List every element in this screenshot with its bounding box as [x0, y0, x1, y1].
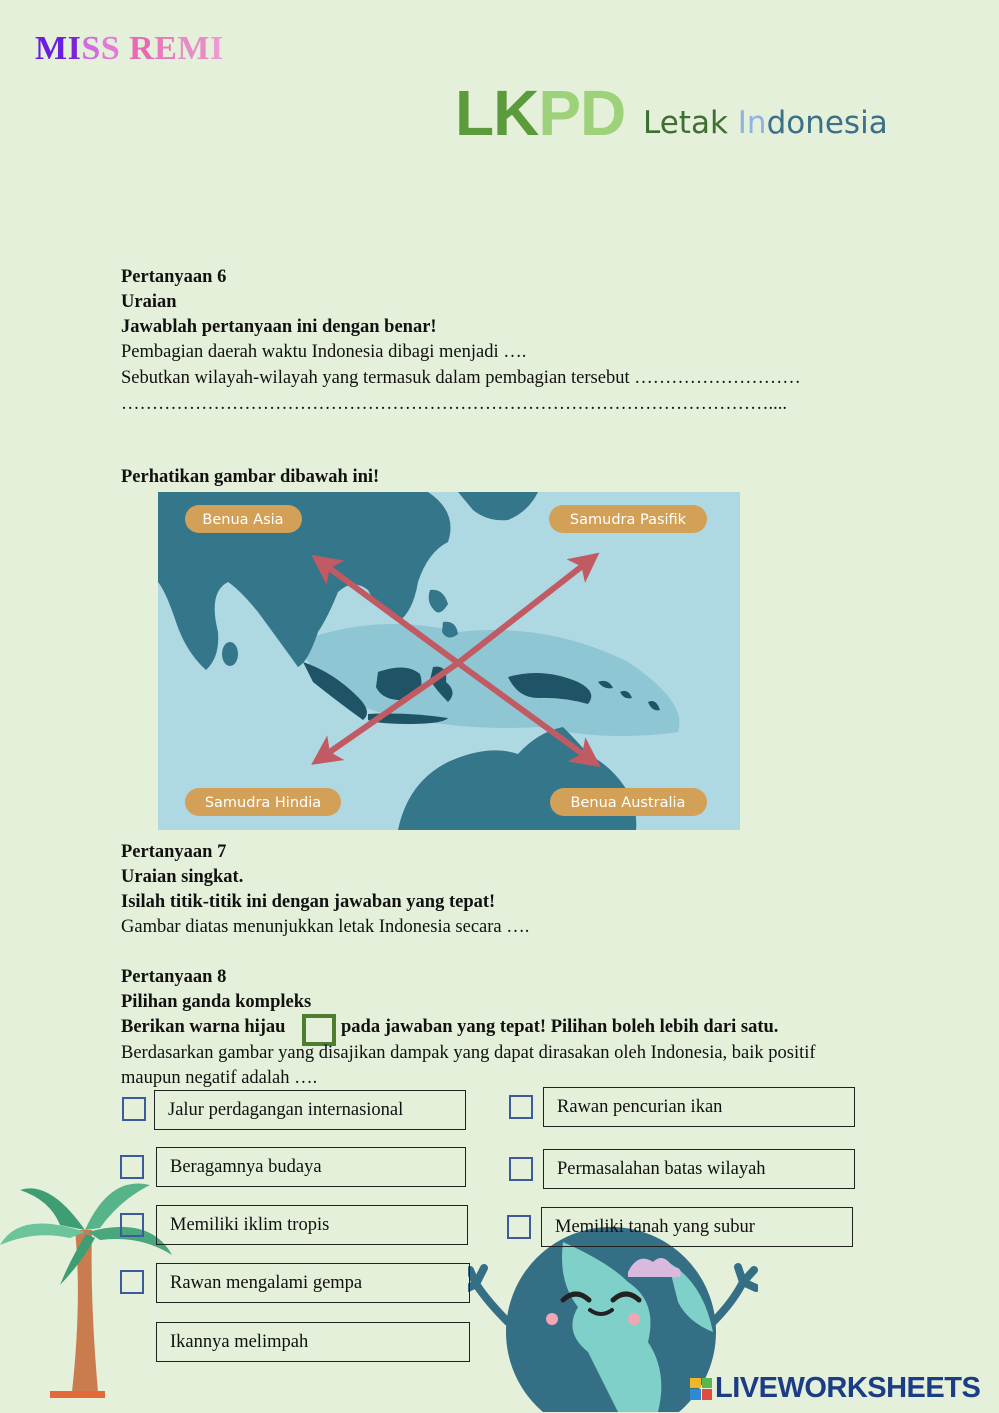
q6-type: Uraian [121, 292, 177, 312]
svg-text:Benua Asia: Benua Asia [202, 512, 284, 528]
brand-letter [120, 30, 129, 68]
brand-letter: M [35, 30, 68, 67]
q6-line1: Pembagian daerah waktu Indonesia dibagi menjadi …. [121, 342, 527, 362]
option-left-2[interactable]: Beragamnya budaya [156, 1147, 466, 1187]
q6-instruction: Jawablah pertanyaan ini dengan benar! [121, 317, 437, 337]
option-right-2[interactable]: Permasalahan batas wilayah [543, 1149, 855, 1189]
q7-type: Uraian singkat. [121, 867, 244, 887]
brand-letter: I [67, 30, 82, 67]
lkpd-letter: D [580, 77, 626, 149]
lkpd-subtitle [643, 105, 888, 141]
brand-letter: S [100, 30, 121, 67]
subtitle-letter: Letak [643, 105, 738, 141]
lkpd-letter: K [493, 77, 539, 149]
subtitle-letter: In [737, 105, 767, 141]
liveworksheets-logo [690, 1372, 980, 1405]
subtitle-letter: donesia [766, 105, 888, 141]
palm-tree-icon [0, 1170, 180, 1405]
checkbox-left-2[interactable] [120, 1155, 144, 1179]
label-benua-asia [185, 505, 302, 533]
indonesia-map [158, 492, 740, 830]
brand-letter: I [210, 30, 224, 67]
option-right-3[interactable]: Memiliki tanah yang subur [541, 1207, 853, 1247]
q7-title: Pertanyaan 7 [121, 842, 227, 862]
brand-letter: E [154, 30, 178, 67]
brand-letter: M [177, 30, 211, 67]
q8-instruction-after: pada jawaban yang tepat! Pilihan boleh lebih dari satu. [341, 1017, 779, 1037]
label-samudra-pasifik [549, 505, 707, 533]
q8-line2: maupun negatif adalah …. [121, 1068, 318, 1088]
q8-title: Pertanyaan 8 [121, 967, 227, 987]
option-left-4[interactable]: Rawan mengalami gempa [156, 1263, 470, 1303]
brand-letter: S [81, 30, 101, 67]
lkpd-title [455, 76, 625, 150]
checkbox-left-4[interactable] [120, 1270, 144, 1294]
q6-line2: Sebutkan wilayah-wilayah yang termasuk dalam pembagian tersebut ……………………… [121, 368, 801, 388]
svg-text:Benua Australia: Benua Australia [570, 795, 686, 811]
brand-title [35, 30, 224, 68]
checkbox-right-2[interactable] [509, 1157, 533, 1181]
liveworksheets-text: LIVEWORKSHEETS [715, 1372, 981, 1404]
q8-instruction-before: Berikan warna hijau [121, 1017, 286, 1037]
q8-line1: Berdasarkan gambar yang disajikan dampak yang dapat dirasakan oleh Indonesia, baik positif [121, 1043, 816, 1063]
svg-text:Samudra Hindia: Samudra Hindia [204, 795, 322, 811]
checkbox-right-1[interactable] [509, 1095, 533, 1119]
liveworksheets-logo-icon [690, 1378, 712, 1400]
q8-type: Pilihan ganda kompleks [121, 992, 312, 1012]
lkpd-letter: P [538, 77, 580, 149]
brand-letter: R [129, 30, 155, 67]
q6-title: Pertanyaan 6 [121, 267, 227, 287]
checkbox-left-1[interactable] [122, 1097, 146, 1121]
sri-lanka [222, 642, 238, 666]
label-benua-australia [550, 788, 707, 816]
q7-instruction: Isilah titik-titik ini dengan jawaban yang tepat! [121, 892, 496, 912]
svg-text:Samudra Pasifik: Samudra Pasifik [569, 512, 687, 528]
label-samudra-hindia [185, 788, 341, 816]
option-left-1[interactable]: Jalur perdagangan internasional [154, 1090, 466, 1130]
q6-answer-line[interactable]: …………………………………………………………………………………………….... [121, 394, 787, 414]
option-left-5[interactable]: Ikannya melimpah [156, 1322, 470, 1362]
checkbox-left-3[interactable] [120, 1213, 144, 1237]
checkbox-right-3[interactable] [507, 1215, 531, 1239]
q7-line1[interactable]: Gambar diatas menunjukkan letak Indonesia secara …. [121, 917, 530, 937]
lkpd-letter: L [455, 77, 494, 149]
option-left-3[interactable]: Memiliki iklim tropis [156, 1205, 468, 1245]
option-right-1[interactable]: Rawan pencurian ikan [543, 1087, 855, 1127]
figure-intro: Perhatikan gambar dibawah ini! [121, 467, 380, 487]
